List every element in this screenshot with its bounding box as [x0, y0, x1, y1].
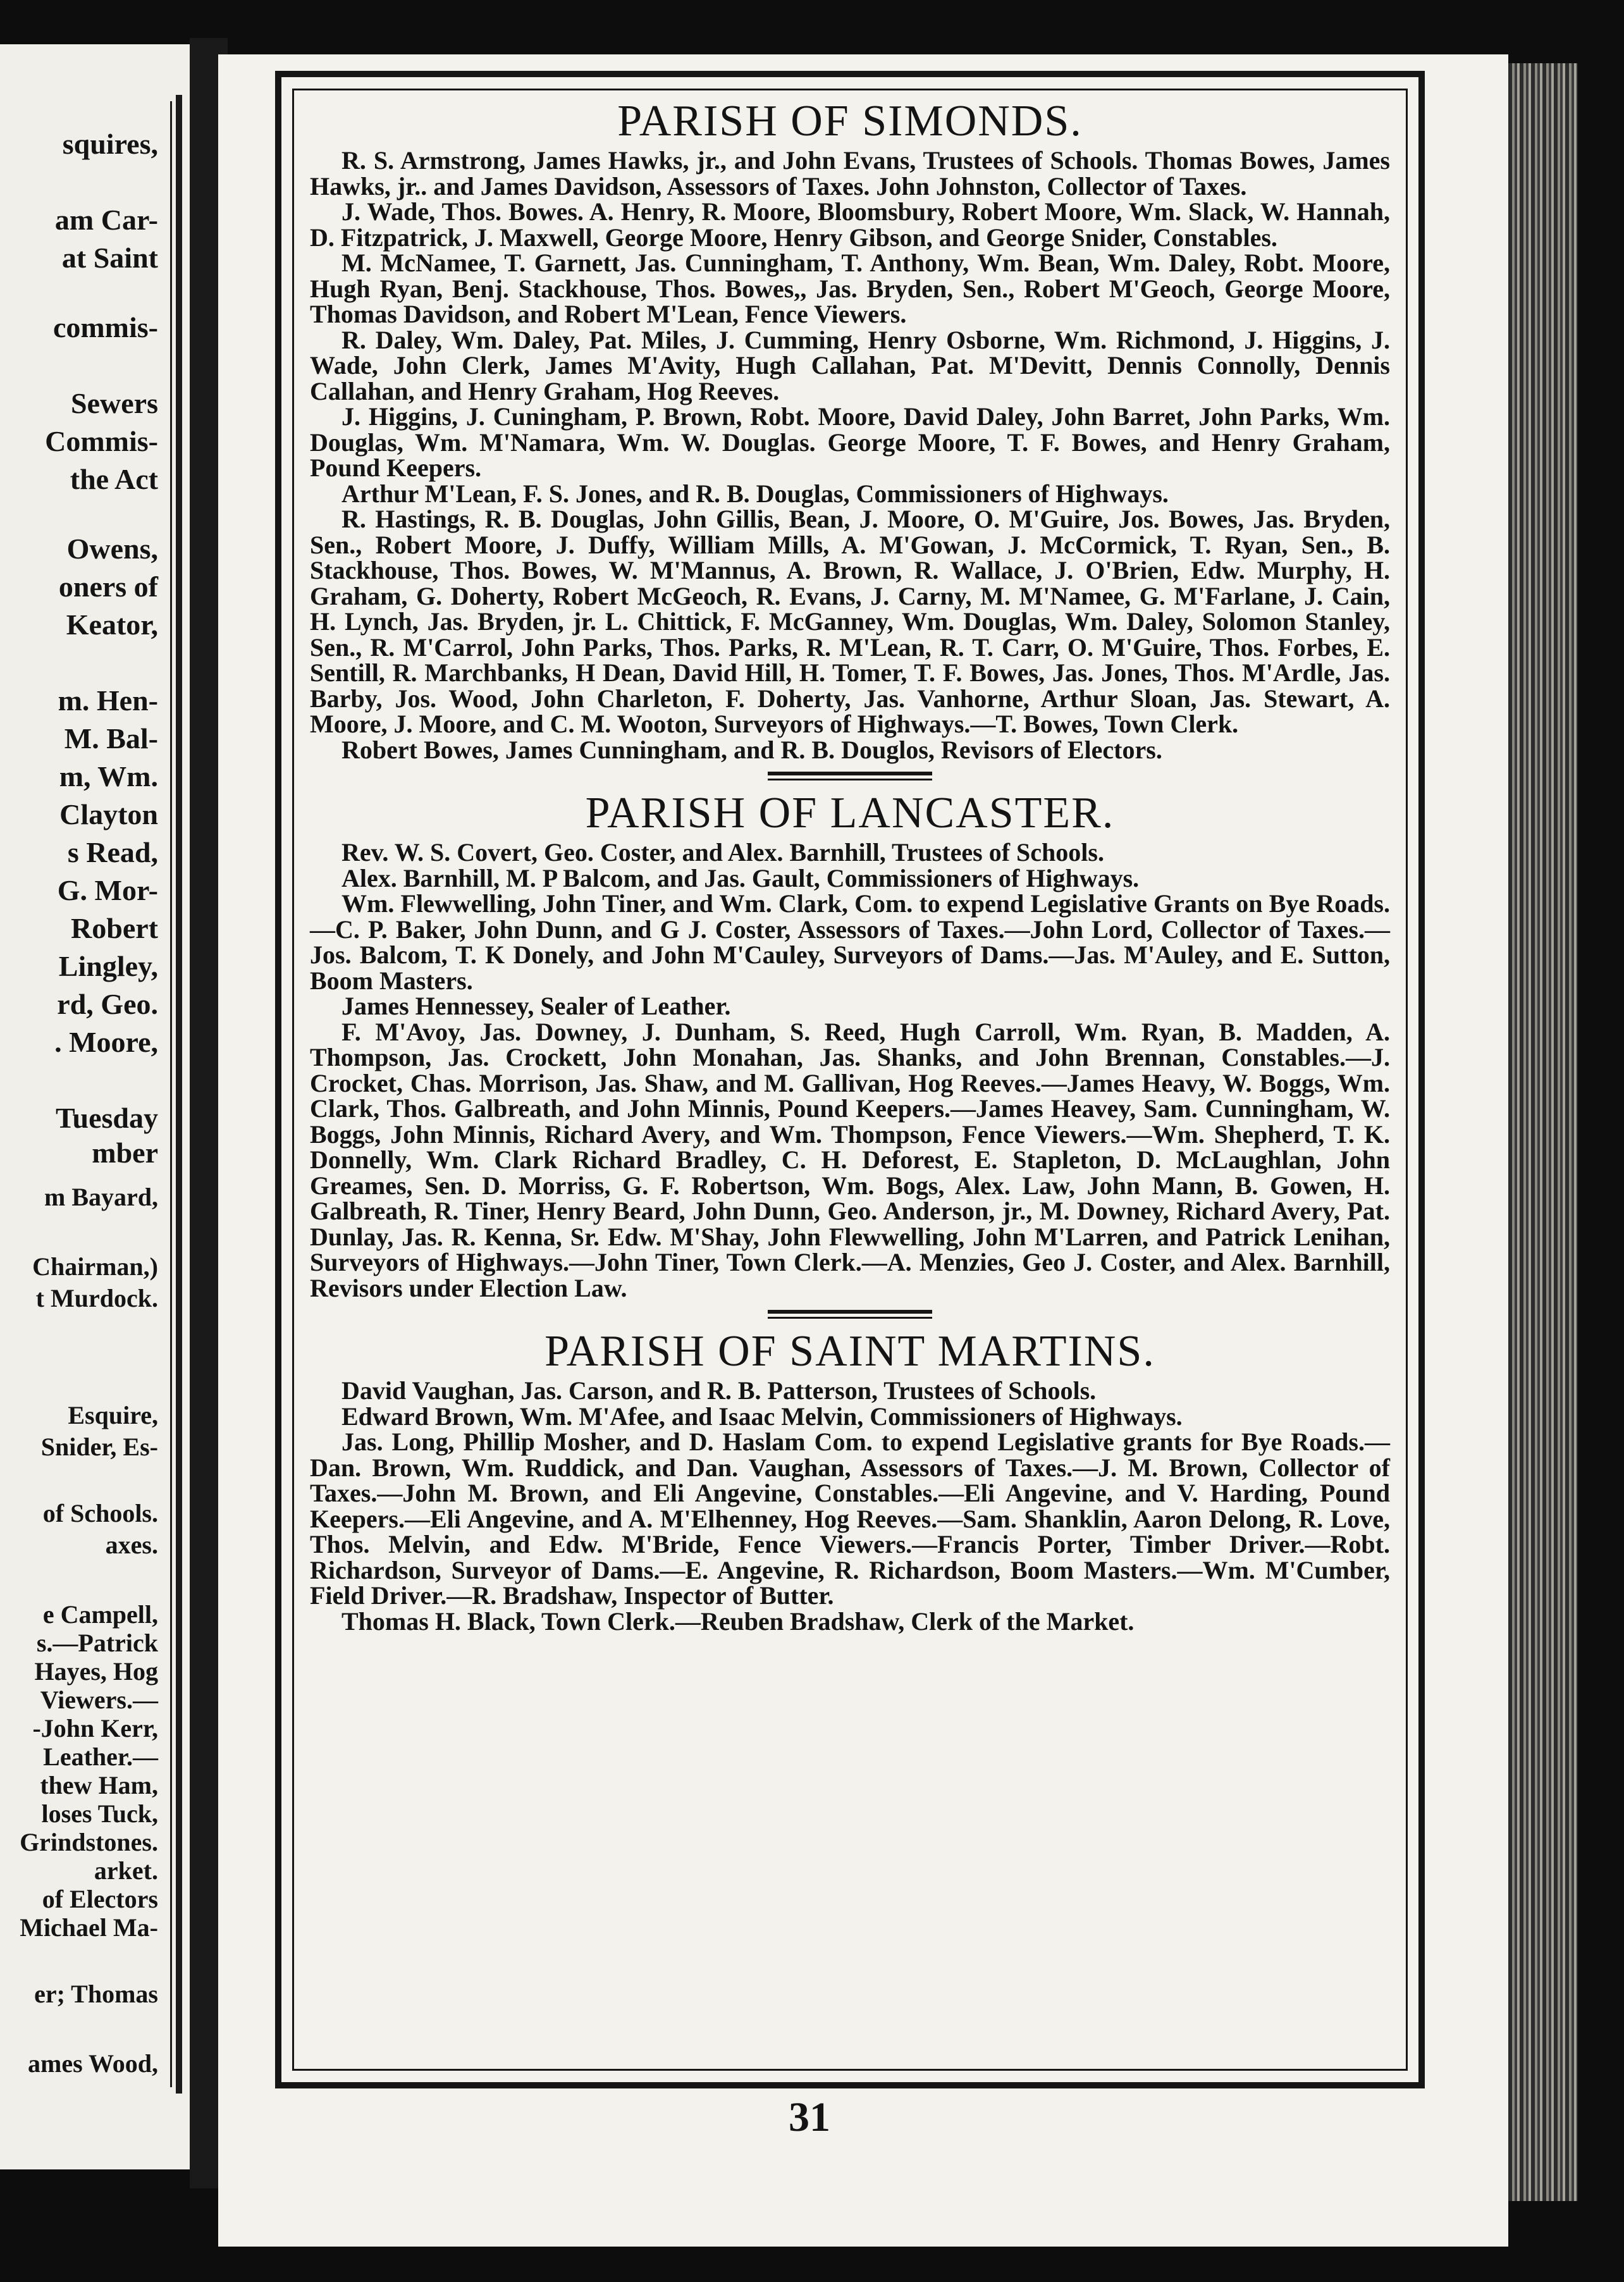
left-fragment: -John Kerr, [32, 1714, 158, 1742]
left-fragment: the Act [70, 463, 158, 495]
section-parish-of-lancaster [310, 787, 1390, 1301]
left-fragment: M. Bal- [64, 722, 158, 755]
left-fragment: t Murdock. [35, 1284, 158, 1312]
left-fragment: Tuesday [56, 1102, 158, 1134]
left-fragment: G. Mor- [57, 874, 158, 906]
paragraph: David Vaughan, Jas. Carson, and R. B. Patterson, Trustees of Schools. [341, 1376, 1097, 1405]
paragraph: Wm. Flewwelling, John Tiner, and Wm. Clark, Com. to expend Legislative Grants on Bye Roads.—C. P. Baker, John Dunn, and G J. Coster, Assessors of Taxes.—John Lord, Collector of Taxes.—Jos. Balcom, T. K Donely, and John M'Cauley, Surveyors of Dams.—Jas. M'Auley, and E. Sutton, Boom Masters. [310, 889, 1390, 995]
left-fragment: Grindstones. [20, 1828, 158, 1856]
left-fragment: Lingley, [58, 950, 158, 982]
left-fragment: Owens, [66, 533, 158, 565]
paragraph: R. Daley, Wm. Daley, Pat. Miles, J. Cumming, Henry Osborne, Wm. Richmond, J. Higgins, J. Wade, John Clerk, James M'Avity, Hugh Callahan, Pat. M'Devitt, Dennis Connolly, Dennis Callahan, and Henry Graham, Hog Reeves. [310, 325, 1390, 405]
paragraph: Jas. Long, Phillip Mosher, and D. Haslam Com. to expend Legislative grants for Bye Roads.—Dan. Brown, Wm. Ruddick, and Dan. Vaughan, Assessors of Taxes.—J. M. Brown, Collector of Taxes.—John M. Brown, and Eli Angevine, Constables.—Eli Angevine, and V. Harding, Pound Keepers.—Eli Angevine, and A. M'Elhenney, Hog Reeves.—Sam. Shanklin, Aaron Delong, R. Love, Thos. Melvin, and Edw. M'Bride, Fence Viewers.—Francis Porter, Timber Driver.—Robt. Richardson, Surveyor of Dams.—E. Angevine, R. Richardson, Boom Masters.—Wm. M'Cumber, Field Driver.—R. Bradshaw, Inspector of Butter. [310, 1428, 1390, 1610]
left-fragment: Chairman,) [32, 1252, 158, 1281]
left-fragment: Snider, Es- [40, 1433, 158, 1461]
left-fragment: s Read, [67, 836, 158, 868]
left-fragment: Hayes, Hog [34, 1657, 158, 1686]
paragraph: Arthur M'Lean, F. S. Jones, and R. B. Douglas, Commissioners of Highways. [341, 479, 1169, 508]
paragraph: R. Hastings, R. B. Douglas, John Gillis, Bean, J. Moore, O. M'Guire, Jos. Bowes, Jas. Bryden, Sen., Robert Moore, J. Duffy, William Mills, A. M'Gowan, J. McCormick, T. Ryan, Sen., B. Stackhouse, Thos. Bowes, W. M'Mannus, A. Brown, R. Wallace, J. O'Brien, Edw. Murphy, H. Graham, G. Doherty, Robert McGeoch, R. Evans, J. Carny, M. M'Namee, G. M'Farlane, J. Cain, H. Lynch, Jas. Bryden, jr. L. Chittick, F. McGanney, Wm. Douglas, Wm. Daley, Solomon Stanley, Sen., R. M'Carrol, John Parks, Thos. Parks, R. M'Lean, R. T. Carr, O. M'Guire, Thos. Forbes, E. Sentill, R. Marchbanks, H Dean, David Hill, H. Tomer, T. F. Bowes, Jas. Jones, Thos. M'Ardle, Jas. Barby, Jos. Wood, John Charleton, F. Doherty, Jas. Vanhorne, Arthur Sloan, Jas. Stewart, A. Moore, J. Moore, and C. M. Wooton, Surveyors of Highways.—T. Bowes, Town Clerk. [310, 505, 1390, 738]
left-fragment: axes. [105, 1531, 158, 1559]
left-fragment: Clayton [59, 798, 158, 830]
left-fragment: m Bayard, [44, 1183, 158, 1211]
left-fragment: Esquire, [68, 1401, 158, 1429]
left-fragment: ames Wood, [28, 2049, 158, 2078]
left-fragment: s.—Patrick [36, 1629, 158, 1657]
paragraph: J. Wade, Thos. Bowes. A. Henry, R. Moore, Bloomsbury, Robert Moore, Wm. Slack, W. Hannah, D. Fitzpatrick, J. Maxwell, George Moore, Henry Gibson, and George Snider, Constables. [310, 197, 1390, 252]
left-fragment: of Schools. [42, 1499, 158, 1527]
paragraph: J. Higgins, J. Cuningham, P. Brown, Robt. Moore, David Daley, John Barret, John Parks, Wm. Douglas, Wm. M'Namara, Wm. W. Douglas. George Moore, T. F. Bowes, and Henry Graham, Pound Keepers. [310, 402, 1390, 482]
paragraph: Robert Bowes, James Cunningham, and R. B. Douglos, Revisors of Electors. [341, 735, 1162, 764]
section-divider [768, 1310, 932, 1319]
left-page-border-inner [170, 101, 172, 2087]
section-parish-of-saint-martins [310, 1325, 1390, 1634]
left-fragment: e Campell, [42, 1600, 158, 1629]
section-heading: PARISH OF SIMONDS. [617, 97, 1083, 145]
left-fragment: Keator, [66, 608, 158, 641]
paragraph: M. McNamee, T. Garnett, Jas. Cunningham, T. Anthony, Wm. Bean, Wm. Daley, Robt. Moore, Hugh Ryan, Benj. Stackhouse, Thos. Bowes,, Jas. Bryden, Sen., Robert M'Geoch, George Moore, Thomas Davidson, and Robert M'Lean, Fence Viewers. [310, 249, 1390, 328]
section-heading: PARISH OF SAINT MARTINS. [544, 1327, 1155, 1376]
left-fragment: at Saint [61, 242, 158, 274]
left-fragment: am Car- [54, 204, 158, 236]
left-page-border [176, 95, 182, 2094]
left-fragment: m. Hen- [58, 684, 158, 717]
left-fragment: Leather.— [43, 1742, 158, 1771]
paragraph: R. S. Armstrong, James Hawks, jr., and John Evans, Trustees of Schools. Thomas Bowes, James Hawks, jr.. and James Davidson, Assessors of Taxes. John Johnston, Collector of Taxes. [310, 146, 1390, 200]
left-fragment: er; Thomas [34, 1980, 158, 2008]
paragraph: Thomas H. Black, Town Clerk.—Reuben Bradshaw, Clerk of the Market. [341, 1607, 1135, 1636]
left-fragment: Viewers.— [40, 1686, 158, 1714]
left-fragment: Michael Ma- [20, 1913, 158, 1942]
left-fragment: mber [92, 1137, 158, 1169]
page-number: 31 [789, 2094, 830, 2140]
left-fragment: . Moore, [54, 1026, 158, 1058]
section-parish-of-simonds [310, 95, 1390, 763]
left-fragment: rd, Geo. [57, 988, 158, 1020]
paragraph: F. M'Avoy, Jas. Downey, J. Dunham, S. Reed, Hugh Carroll, Wm. Ryan, B. Madden, A. Thompson, Jas. Crockett, John Monahan, Jas. Shanks, and John Brennan, Constables.—J. Crocket, Chas. Morrison, Jas. Shaw, and M. Gallivan, Hog Reeves.—James Heavy, W. Boggs, Wm. Clark, Thos. Galbreath, and John Minnis, Pound Keepers.—James Heavey, Sam. Cunningham, W. Boggs, John Minnis, Richard Avery, and Wm. Thompson, Fence Viewers.—Wm. Shepherd, T. K. Donnelly, Wm. Clark Richard Bradley, C. H. Deforest, E. Stapleton, D. McLaughlan, John Greames, Sen. D. Morriss, G. F. Robertson, Wm. Bogs, Alex. Law, John Mann, B. Gowen, H. Galbreath, R. Tiner, Henry Beard, John Dunn, Geo. Anderson, jr., M. Downey, Richard Avery, Pat. Dunlay, Jas. R. Kenna, Sr. Edw. M'Shay, John Flewwelling, John M'Larren, and Patrick Lenihan, Surveyors of Highways.—John Tiner, Town Clerk.—A. Menzies, Geo J. Coster, and Alex. Barnhill, Revisors under Election Law. [310, 1017, 1390, 1302]
left-fragment: Sewers [71, 387, 158, 419]
section-divider [768, 772, 932, 780]
left-fragment: commis- [52, 311, 158, 343]
left-fragment: thew Ham, [40, 1771, 158, 1799]
page-content [310, 95, 1390, 1634]
paragraph: Edward Brown, Wm. M'Afee, and Isaac Melvin, Commissioners of Highways. [341, 1402, 1183, 1431]
section-heading: PARISH OF LANCASTER. [585, 789, 1115, 837]
left-page [0, 44, 190, 2169]
left-fragment: Robert [71, 912, 158, 944]
left-fragment: arket. [94, 1856, 158, 1885]
left-fragment: oners of [58, 570, 158, 603]
left-fragment: Commis- [45, 425, 158, 457]
page-edges [1508, 63, 1578, 2201]
left-fragment: loses Tuck, [41, 1799, 158, 1828]
paragraph: Alex. Barnhill, M. P Balcom, and Jas. Gault, Commissioners of Highways. [341, 863, 1140, 892]
left-fragment: m, Wm. [59, 760, 158, 793]
left-fragment: of Electors [42, 1885, 158, 1913]
paragraph: James Hennessey, Sealer of Leather. [341, 992, 731, 1020]
left-fragment: squires, [62, 128, 158, 160]
paragraph: Rev. W. S. Covert, Geo. Coster, and Alex. Barnhill, Trustees of Schools. [341, 838, 1104, 867]
